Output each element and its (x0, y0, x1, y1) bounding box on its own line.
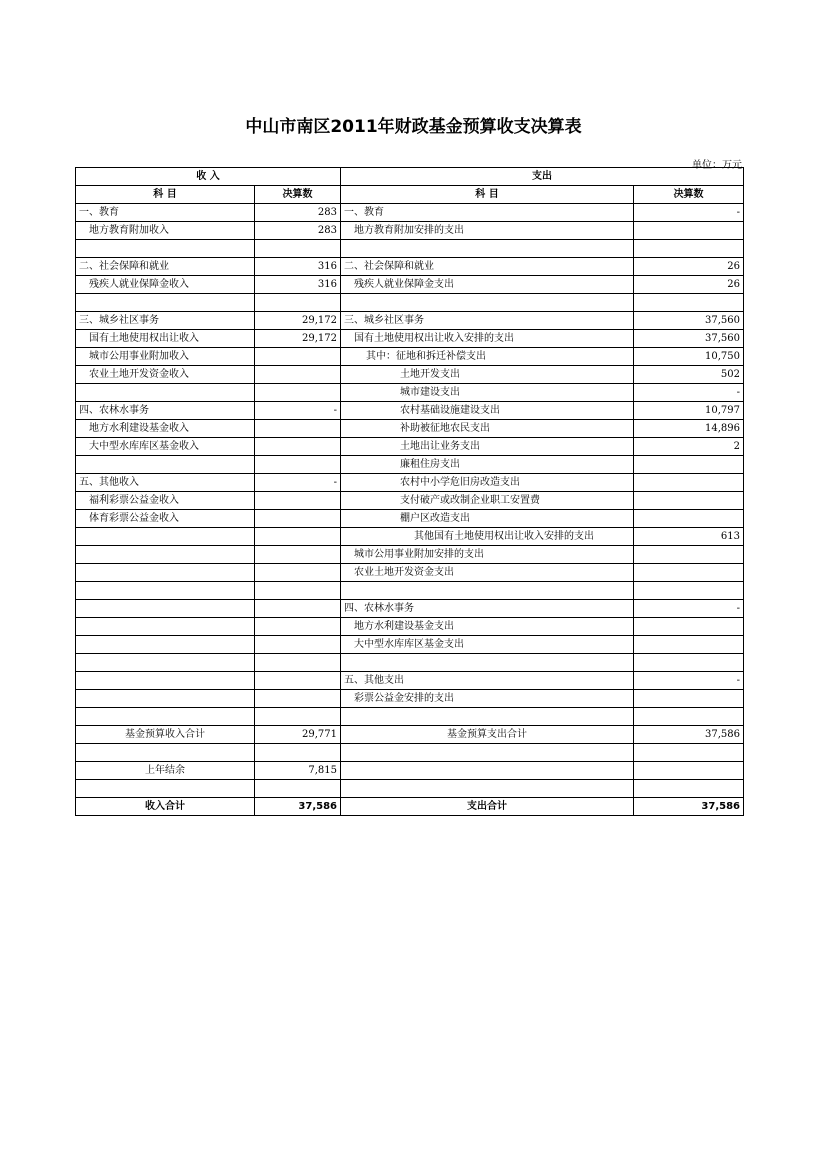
income-subject-cell (76, 654, 255, 672)
expense-subject-cell: 城市公用事业附加安排的支出 (341, 546, 634, 564)
income-subject-cell: 三、城乡社区事务 (76, 312, 255, 330)
expense-subject-cell: 廉租住房支出 (341, 456, 634, 474)
expense-subject-cell: 城市建设支出 (341, 384, 634, 402)
expense-amount-cell (634, 240, 744, 258)
table-row (76, 294, 744, 312)
expense-amount-cell: 613 (634, 528, 744, 546)
expense-amount-cell (634, 762, 744, 780)
income-subject-cell (76, 636, 255, 654)
table-row (76, 420, 744, 438)
expense-amount-header: 决算数 (634, 186, 744, 204)
expense-amount-cell: 2 (634, 438, 744, 456)
expense-subject-cell: 大中型水库库区基金支出 (341, 636, 634, 654)
expense-subject-cell: 土地出让业务支出 (341, 438, 634, 456)
income-subject-cell (76, 384, 255, 402)
income-subject-cell: 国有土地使用权出让收入 (76, 330, 255, 348)
expense-subject-cell: 国有土地使用权出让收入安排的支出 (341, 330, 634, 348)
expense-amount-cell: - (634, 600, 744, 618)
expense-amount-cell: 37,586 (634, 726, 744, 744)
income-amount-header: 决算数 (255, 186, 341, 204)
unit-label: 单位：万元 (692, 160, 742, 171)
table-row (76, 276, 744, 294)
income-subject-cell (76, 456, 255, 474)
income-amount-cell (255, 690, 341, 708)
expense-amount-cell (634, 708, 744, 726)
expense-amount-cell: 26 (634, 258, 744, 276)
income-subject-cell (76, 582, 255, 600)
table-row (76, 312, 744, 330)
income-amount-cell (255, 636, 341, 654)
income-amount-cell: - (255, 474, 341, 492)
expense-subject-cell: 一、教育 (341, 204, 634, 222)
table-row (76, 510, 744, 528)
table-row (76, 402, 744, 420)
income-amount-cell (255, 510, 341, 528)
expense-subject-cell: 农业土地开发资金支出 (341, 564, 634, 582)
expense-subject-cell: 支付破产或改制企业职工安置费 (341, 492, 634, 510)
income-subject-cell: 收入合计 (76, 798, 255, 816)
expense-amount-cell: 37,560 (634, 312, 744, 330)
income-subject-cell (76, 546, 255, 564)
income-subject-cell: 体育彩票公益金收入 (76, 510, 255, 528)
expense-subject-cell (341, 240, 634, 258)
income-amount-cell (255, 618, 341, 636)
table-row (76, 366, 744, 384)
expense-subject-cell: 支出合计 (341, 798, 634, 816)
income-subject-cell (76, 672, 255, 690)
income-amount-cell (255, 708, 341, 726)
expense-amount-cell (634, 546, 744, 564)
expense-amount-cell (634, 690, 744, 708)
income-subject-cell: 地方教育附加收入 (76, 222, 255, 240)
table-row (76, 438, 744, 456)
expense-subject-cell (341, 708, 634, 726)
income-amount-cell (255, 294, 341, 312)
table-row (76, 564, 744, 582)
income-amount-cell: 283 (255, 222, 341, 240)
table-row (76, 780, 744, 798)
table-row (76, 492, 744, 510)
expense-amount-cell: 502 (634, 366, 744, 384)
income-amount-cell (255, 438, 341, 456)
expense-amount-cell (634, 492, 744, 510)
expense-subject-cell: 农村中小学危旧房改造支出 (341, 474, 634, 492)
income-subject-cell: 地方水利建设基金收入 (76, 420, 255, 438)
income-subject-cell: 福利彩票公益金收入 (76, 492, 255, 510)
income-subject-cell (76, 708, 255, 726)
income-subject-cell: 城市公用事业附加收入 (76, 348, 255, 366)
expense-subject-cell (341, 762, 634, 780)
expense-amount-cell: 37,560 (634, 330, 744, 348)
income-amount-cell (255, 564, 341, 582)
income-subject-cell (76, 618, 255, 636)
expense-amount-cell (634, 780, 744, 798)
expense-amount-cell (634, 744, 744, 762)
table-row (76, 330, 744, 348)
expense-subject-cell: 其中：征地和拆迁补偿支出 (341, 348, 634, 366)
expense-subject-cell (341, 294, 634, 312)
table-row (76, 546, 744, 564)
income-amount-cell (255, 240, 341, 258)
expense-amount-cell (634, 654, 744, 672)
table-row (76, 204, 744, 222)
expense-amount-cell: 14,896 (634, 420, 744, 438)
expense-subject-cell (341, 780, 634, 798)
table-row (76, 258, 744, 276)
table-row (76, 708, 744, 726)
income-amount-cell: 29,771 (255, 726, 341, 744)
expense-amount-cell: - (634, 204, 744, 222)
income-subject-cell: 大中型水库库区基金收入 (76, 438, 255, 456)
table-row (76, 384, 744, 402)
income-header: 收 入 (76, 168, 341, 186)
table-row (76, 690, 744, 708)
expense-amount-cell: - (634, 384, 744, 402)
income-subject-cell: 农业土地开发资金收入 (76, 366, 255, 384)
table-row (76, 600, 744, 618)
expense-header: 支出 (341, 168, 744, 186)
income-subject-cell: 一、教育 (76, 204, 255, 222)
income-subject-cell (76, 744, 255, 762)
expense-subject-cell: 五、其他支出 (341, 672, 634, 690)
expense-amount-cell (634, 474, 744, 492)
table-row (76, 348, 744, 366)
income-subject-cell (76, 528, 255, 546)
income-amount-cell (255, 492, 341, 510)
expense-subject-cell (341, 744, 634, 762)
expense-amount-cell: 37,586 (634, 798, 744, 816)
income-amount-cell (255, 744, 341, 762)
expense-amount-cell (634, 618, 744, 636)
income-amount-cell: 316 (255, 258, 341, 276)
income-amount-cell (255, 654, 341, 672)
expense-amount-cell (634, 564, 744, 582)
table-row (76, 654, 744, 672)
table-row (76, 762, 744, 780)
income-amount-cell: 7,815 (255, 762, 341, 780)
income-subject-cell (76, 240, 255, 258)
expense-subject-cell: 残疾人就业保障金支出 (341, 276, 634, 294)
table-row (76, 456, 744, 474)
table-row (76, 528, 744, 546)
income-amount-cell: 316 (255, 276, 341, 294)
income-subject-cell (76, 600, 255, 618)
table-row (76, 240, 744, 258)
expense-amount-cell (634, 294, 744, 312)
expense-subject-cell (341, 654, 634, 672)
income-amount-cell (255, 420, 341, 438)
expense-amount-cell (634, 636, 744, 654)
income-subject-cell: 基金预算收入合计 (76, 726, 255, 744)
table-row (76, 474, 744, 492)
expense-amount-cell: - (634, 672, 744, 690)
expense-subject-cell (341, 582, 634, 600)
table-row (76, 582, 744, 600)
table-row (76, 798, 744, 816)
income-subject-cell: 五、其他收入 (76, 474, 255, 492)
income-subject-cell (76, 294, 255, 312)
income-subject-cell: 残疾人就业保障金收入 (76, 276, 255, 294)
expense-amount-cell: 26 (634, 276, 744, 294)
expense-amount-cell (634, 222, 744, 240)
income-subject-cell: 二、社会保障和就业 (76, 258, 255, 276)
expense-subject-cell: 三、城乡社区事务 (341, 312, 634, 330)
table-row (76, 618, 744, 636)
expense-amount-cell: 10,750 (634, 348, 744, 366)
income-amount-cell (255, 366, 341, 384)
expense-subject-cell: 地方水利建设基金支出 (341, 618, 634, 636)
income-amount-cell: 37,586 (255, 798, 341, 816)
income-amount-cell (255, 582, 341, 600)
income-subject-cell (76, 690, 255, 708)
expense-amount-cell (634, 582, 744, 600)
budget-table (75, 167, 744, 816)
income-amount-cell (255, 672, 341, 690)
expense-subject-cell: 补助被征地农民支出 (341, 420, 634, 438)
income-subject-cell: 四、农林水事务 (76, 402, 255, 420)
table-row (76, 744, 744, 762)
income-subject-cell (76, 780, 255, 798)
income-amount-cell (255, 600, 341, 618)
expense-subject-cell: 地方教育附加安排的支出 (341, 222, 634, 240)
income-amount-cell (255, 528, 341, 546)
income-subject-cell: 上年结余 (76, 762, 255, 780)
expense-amount-cell (634, 456, 744, 474)
expense-subject-cell: 二、社会保障和就业 (341, 258, 634, 276)
income-subject-header: 科 目 (76, 186, 255, 204)
income-amount-cell: 29,172 (255, 312, 341, 330)
income-amount-cell: 283 (255, 204, 341, 222)
income-amount-cell (255, 456, 341, 474)
income-amount-cell (255, 546, 341, 564)
expense-subject-cell: 棚户区改造支出 (341, 510, 634, 528)
expense-subject-cell: 其他国有土地使用权出让收入安排的支出 (341, 528, 634, 546)
header-row-sections (76, 168, 744, 186)
income-amount-cell (255, 384, 341, 402)
table-row (76, 636, 744, 654)
expense-subject-cell: 四、农林水事务 (341, 600, 634, 618)
income-amount-cell: - (255, 402, 341, 420)
table-row (76, 726, 744, 744)
expense-subject-header: 科 目 (341, 186, 634, 204)
expense-amount-cell (634, 510, 744, 528)
expense-subject-cell: 土地开发支出 (341, 366, 634, 384)
income-amount-cell (255, 780, 341, 798)
income-subject-cell (76, 564, 255, 582)
expense-subject-cell: 基金预算支出合计 (341, 726, 634, 744)
expense-amount-cell: 10,797 (634, 402, 744, 420)
table-row (76, 672, 744, 690)
page-title: 中山市南区2011年财政基金预算收支决算表 (245, 117, 582, 137)
income-amount-cell (255, 348, 341, 366)
income-amount-cell: 29,172 (255, 330, 341, 348)
table-row (76, 222, 744, 240)
header-row-columns (76, 186, 744, 204)
expense-subject-cell: 农村基础设施建设支出 (341, 402, 634, 420)
expense-subject-cell: 彩票公益金安排的支出 (341, 690, 634, 708)
